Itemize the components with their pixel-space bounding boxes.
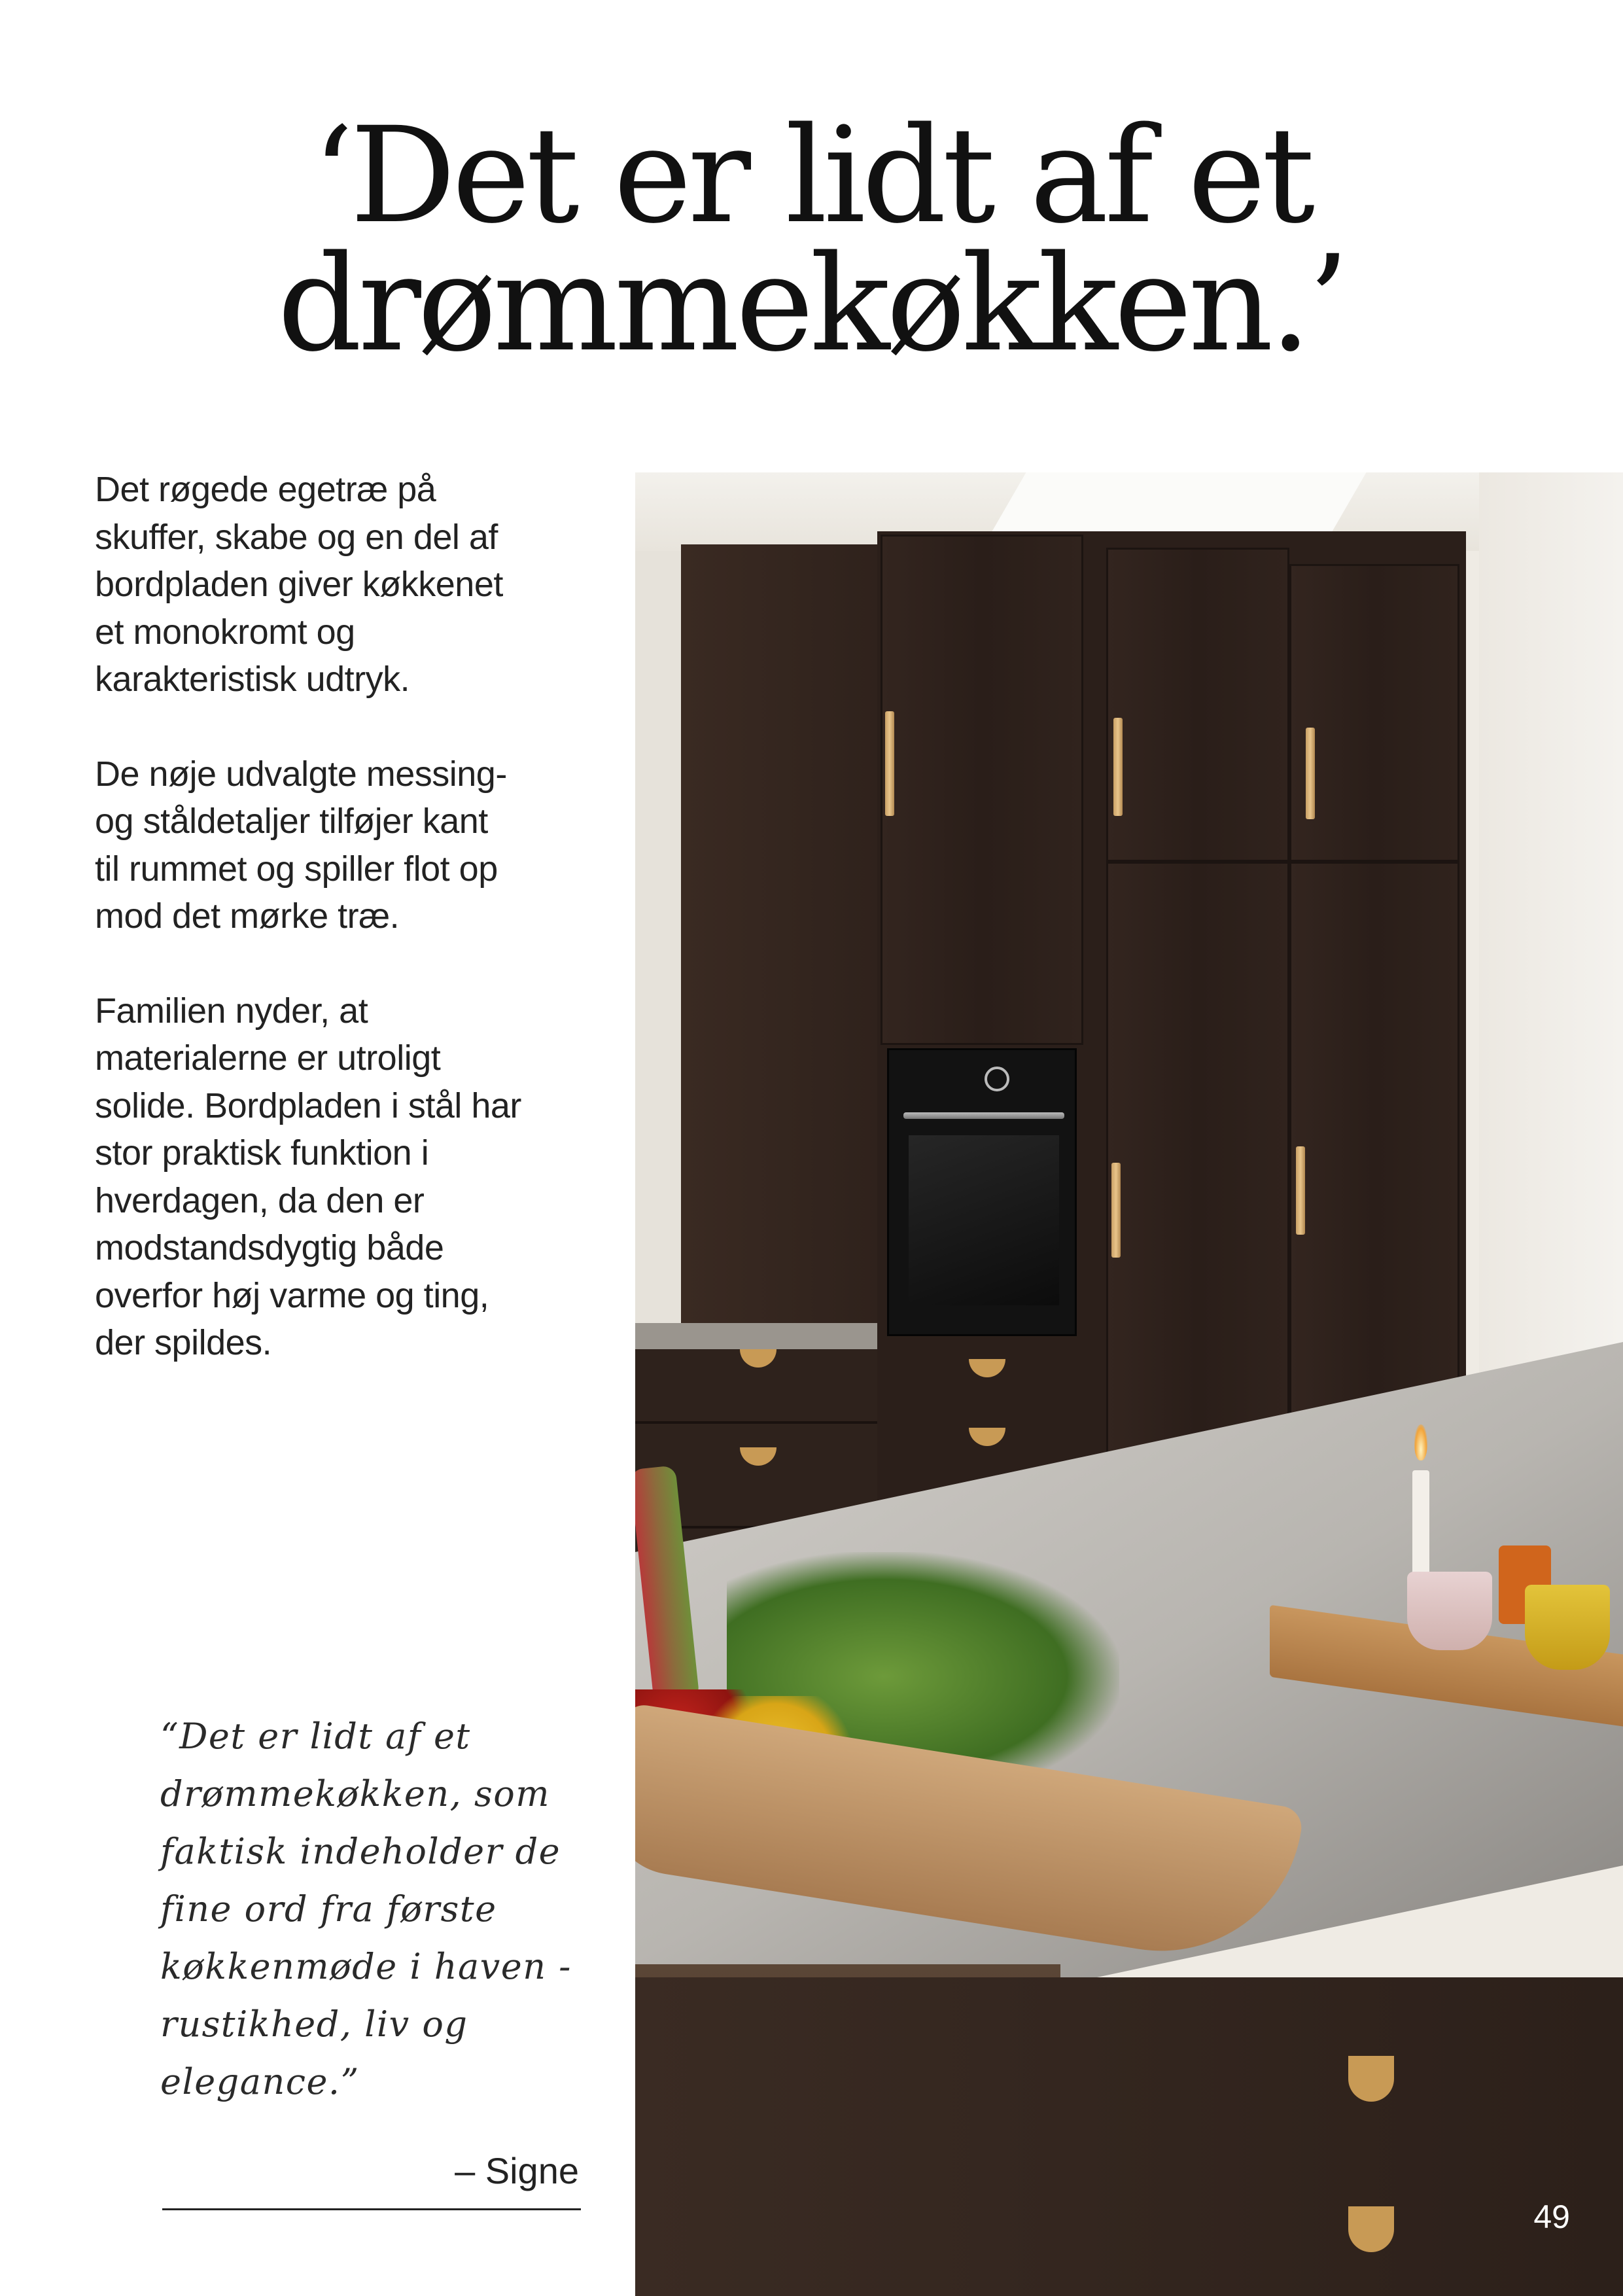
page-number: 49: [1533, 2199, 1570, 2235]
photo-cup: [1525, 1585, 1610, 1670]
photo-drawer-pull: [740, 1349, 777, 1368]
photo-cabinet-door: [1289, 564, 1459, 862]
photo-cabinet-door: [881, 535, 1083, 1045]
photo-oven-window: [909, 1135, 1059, 1305]
photo-oven-knob: [985, 1067, 1009, 1091]
headline-line-2: drømmekøkken.’: [277, 226, 1346, 381]
photo-oven: [887, 1048, 1077, 1336]
kitchen-photo: [635, 472, 1623, 2296]
page-headline: [0, 98, 1623, 381]
photo-candle-flame: [1414, 1424, 1427, 1460]
body-paragraph-2: De nøje udvalgte messing- og ståldetaljer tilføjer kant til rummet og spiller flot op mod det mørke træ.: [95, 754, 507, 936]
photo-oven-handle: [903, 1112, 1064, 1119]
photo-cup: [1407, 1572, 1492, 1650]
photo-drawer-pull: [1348, 2206, 1394, 2252]
photo-wall-left: [635, 551, 681, 1402]
headline-line-1: ‘Det er lidt af et: [311, 98, 1312, 253]
quote-author: – Signe: [455, 2150, 579, 2191]
photo-brass-handle: [1306, 728, 1315, 819]
photo-brass-handle: [1113, 718, 1123, 816]
photo-brass-handle: [1296, 1146, 1305, 1235]
pull-quote: “Det er lidt af et drømmekøkken, som faktisk indeholder de fine ord fra første køkkenmøde i haven - rustikhed, liv og elegance.”: [160, 1716, 572, 2102]
photo-brass-handle: [885, 711, 894, 816]
photo-drawer-pull: [740, 1447, 777, 1466]
photo-brass-handle: [1111, 1163, 1121, 1258]
photo-island-front: [635, 1977, 1623, 2296]
quote-divider: [162, 2208, 581, 2210]
body-paragraph-3: Familien nyder, at materialerne er utroligt solide. Bordpladen i stål har stor praktisk funktion i hverdagen, da den er modstandsdygtig både overfor høj varme og ting, der spildes.: [95, 991, 521, 1362]
body-paragraph-1: Det røgede egetræ på skuffer, skabe og en del af bordpladen giver køkkenet et monokromt og karakteristisk udtryk.: [95, 470, 503, 699]
photo-counter: [635, 1323, 877, 1349]
article-body: [95, 466, 592, 1414]
photo-drawer-line: [635, 1421, 877, 1424]
photo-drawer-pull: [1348, 2056, 1394, 2102]
photo-cabinet-door: [1106, 548, 1289, 862]
